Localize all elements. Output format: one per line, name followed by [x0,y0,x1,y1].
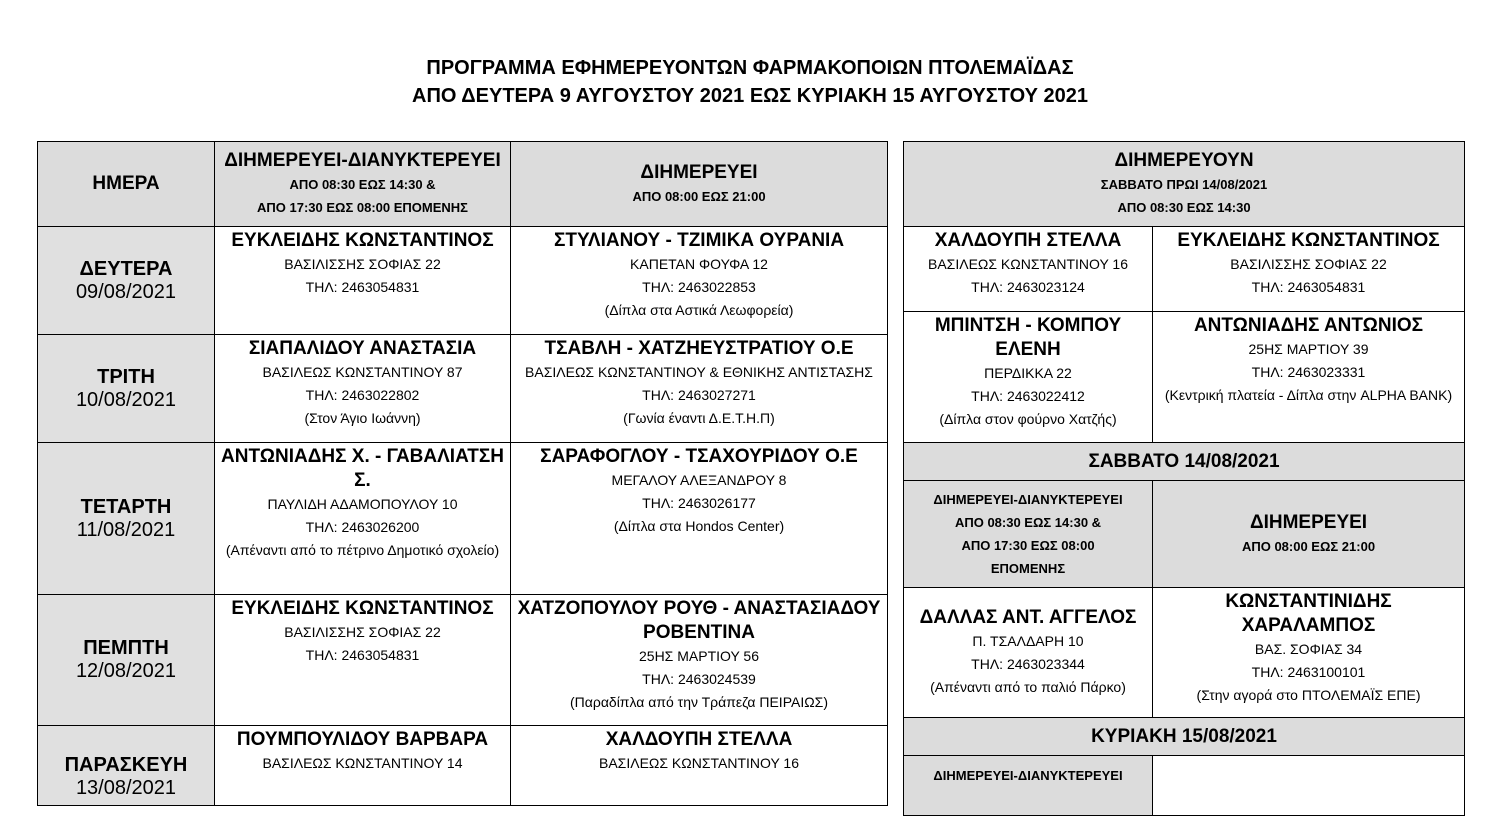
saturday-overnight-header-line: ΑΠΟ 17:30 ΕΩΣ 08:00 [961,538,1095,553]
pharmacy-name: ΧΑΤΖΟΠΟΥΛΟΥ ΡΟΥΘ - ΑΝΑΣΤΑΣΙΑΔΟΥ ΡΟΒΕΝΤΙΝΑ [517,598,881,643]
pharmacy-phone: ΤΗΛ: 2463022412 [971,388,1085,404]
pharmacy-phone: ΤΗΛ: 2463054831 [305,279,420,295]
sunday-header-row [904,756,1465,816]
day-name: ΔΕΥΤΕΡΑ [79,257,173,280]
overnight-pharmacy-cell [215,227,511,335]
daytime-pharmacy-cell [511,443,888,595]
day-date: 11/08/2021 [76,518,176,541]
day-date: 09/08/2021 [75,280,177,303]
sat-morning-pharmacy-cell [1153,312,1465,443]
pharmacy-address: ΒΑΣΙΛΕΩΣ ΚΩΝΣΤΑΝΤΙΝΟΥ 87 [262,364,463,380]
saturday-overnight-pharmacy-cell [904,588,1153,718]
sunday-overnight-header [904,756,1153,816]
sat-morning-header [904,142,1465,227]
daytime-pharmacy-cell [511,726,888,806]
saturday-daytime-pharmacy-cell [1153,588,1465,718]
overnight-pharmacy-cell [215,443,511,595]
pharmacy-name: ΠΟΥΜΠΟΥΛΙΔΟΥ ΒΑΡΒΑΡΑ [236,729,489,750]
pharmacy-note: (Στον Άγιο Ιωάννη) [304,410,421,426]
daytime-pharmacy-cell [511,335,888,443]
pharmacy-name: ΔΑΛΛΑΣ ΑΝΤ. ΑΓΓΕΛΟΣ [919,607,1137,628]
header-day: ΗΜΕΡΑ [38,142,215,227]
daytime-pharmacy-cell [511,595,888,726]
day-date: 13/08/2021 [75,777,177,799]
pharmacy-address: ΒΑΣΙΛΙΣΣΗΣ ΣΟΦΙΑΣ 22 [1230,256,1387,272]
header-overnight-hours-1: ΑΠΟ 08:30 ΕΩΣ 14:30 & [289,177,436,192]
day-date: 12/08/2021 [75,660,177,682]
weekend-schedule-table [903,141,1465,816]
pharmacy-name: ΣΑΡΑΦΟΓΛΟΥ - ΤΣΑΧΟΥΡΙΔΟΥ Ο.Ε [540,446,858,467]
title-line-2: ΑΠΟ ΔΕΥΤΕΡΑ 9 ΑΥΓΟΥΣΤΟΥ 2021 ΕΩΣ ΚΥΡΙΑΚΗ 15 ΑΥΓΟΥΣΤΟΥ 2021 [412,85,1088,107]
document-title [0,54,1500,110]
pharmacy-note: (Παραδίπλα από την Τράπεζα ΠΕΙΡΑΙΩΣ) [569,694,828,710]
pharmacy-phone: ΤΗΛ: 2463022853 [642,279,756,295]
saturday-daytime-hours: ΑΠΟ 08:00 ΕΩΣ 21:00 [1241,538,1376,554]
sat-morning-row [904,312,1465,443]
pharmacy-address: ΒΑΣΙΛΕΩΣ ΚΩΝΣΤΑΝΤΙΝΟΥ 16 [928,256,1128,272]
pharmacy-address: ΒΑΣΙΛΕΩΣ ΚΩΝΣΤΑΝΤΙΝΟΥ 14 [262,755,463,771]
sat-morning-pharmacy-cell [1153,227,1465,312]
pharmacy-name: ΑΝΤΩΝΙΑΔΗΣ Χ. - ΓΑΒΑΛΙΑΤΣΗ Σ. [221,446,504,491]
day-cell [38,227,215,335]
saturday-title: ΣΑΒΒΑΤΟ 14/08/2021 [904,443,1465,481]
day-cell [38,443,215,595]
saturday-daytime-header [1153,481,1465,588]
sat-morning-date: ΣΑΒΒΑΤΟ ΠΡΩΙ 14/08/2021 [1100,177,1268,192]
saturday-overnight-header-line: ΑΠΟ 08:30 ΕΩΣ 14:30 & [954,515,1102,530]
day-cell [38,726,215,806]
weekday-schedule-table [37,141,888,806]
pharmacy-address: 25ΗΣ ΜΑΡΤΙΟΥ 39 [1248,341,1369,357]
pharmacy-name: ΤΣΑΒΛΗ - ΧΑΤΖΗΕΥΣΤΡΑΤΙΟΥ Ο.Ε [544,338,854,359]
saturday-overnight-header-line: ΕΠΟΜΕΝΗΣ [990,561,1066,576]
pharmacy-note: (Απέναντι από το πέτρινο Δημοτικό σχολείο) [225,542,500,558]
pharmacy-address: ΒΑΣΙΛΙΣΣΗΣ ΣΟΦΙΑΣ 22 [284,256,441,272]
day-row [38,443,888,595]
pharmacy-address: ΚΑΠΕΤΑΝ ΦΟΥΦΑ 12 [630,256,768,272]
pharmacy-name: ΕΥΚΛΕΙΔΗΣ ΚΩΝΣΤΑΝΤΙΝΟΣ [1177,230,1440,251]
pharmacy-phone: ΤΗΛ: 2463023331 [1251,364,1366,380]
sat-morning-pharmacy-cell [904,312,1153,443]
day-row [38,227,888,335]
day-name: ΤΡΙΤΗ [97,365,155,388]
sat-morning-pharmacy-cell [904,227,1153,312]
pharmacy-phone: ΤΗΛ: 2463026200 [305,519,420,535]
pharmacy-name: ΜΠΙΝΤΣΗ - ΚΟΜΠΟΥ ΕΛΕΝΗ [934,315,1122,360]
table-header-row [38,142,888,227]
saturday-daytime-title: ΔΙΗΜΕΡΕΥΕΙ [1249,511,1368,533]
pharmacy-phone: ΤΗΛ: 2463054831 [1251,279,1366,295]
pharmacy-note: (Απέναντι από το παλιό Πάρκο) [930,679,1126,695]
overnight-pharmacy-cell [215,595,511,726]
day-name: ΤΕΤΑΡΤΗ [80,495,172,518]
pharmacy-address: ΠΑΥΛΙΔΗ ΑΔΑΜΟΠΟΥΛΟΥ 10 [267,496,458,512]
header-overnight-hours-2: ΑΠΟ 17:30 ΕΩΣ 08:00 ΕΠΟΜΕΝΗΣ [257,200,468,215]
daytime-pharmacy-cell [511,227,888,335]
pharmacy-phone: ΤΗΛ: 2463027271 [642,387,756,403]
pharmacy-name: ΕΥΚΛΕΙΔΗΣ ΚΩΝΣΤΑΝΤΙΝΟΣ [231,598,494,619]
pharmacy-address: ΠΕΡΔΙΚΚΑ 22 [984,365,1072,381]
sat-morning-row [904,227,1465,312]
day-row [38,335,888,443]
pharmacy-name: ΣΙΑΠΑΛΙΔΟΥ ΑΝΑΣΤΑΣΙΑ [248,338,477,359]
sunday-title-row [904,718,1465,756]
pharmacy-note: (Κεντρική πλατεία - Δίπλα στην ALPHA BANK) [1164,387,1453,403]
saturday-header-row [904,481,1465,588]
pharmacy-address: 25ΗΣ ΜΑΡΤΙΟΥ 56 [639,648,759,664]
pharmacy-phone: ΤΗΛ: 2463023344 [971,656,1085,672]
pharmacy-name: ΣΤΥΛΙΑΝΟΥ - ΤΖΙΜΙΚΑ ΟΥΡΑΝΙΑ [553,230,845,251]
pharmacy-address: Π. ΤΣΑΛΔΑΡΗ 10 [972,633,1084,649]
pharmacy-phone: ΤΗΛ: 2463024539 [642,671,756,687]
pharmacy-note: (Δίπλα στον φούρνο Χατζής) [939,411,1117,427]
pharmacy-address: ΒΑΣΙΛΕΩΣ ΚΩΝΣΤΑΝΤΙΝΟΥ 16 [599,755,799,771]
pharmacy-phone: ΤΗΛ: 2463023124 [971,279,1085,295]
day-name: ΠΑΡΑΣΚΕΥΗ [64,754,188,776]
day-cell [38,335,215,443]
saturday-overnight-header [904,481,1153,588]
sunday-title: ΚΥΡΙΑΚΗ 15/08/2021 [904,718,1465,756]
pharmacy-phone: ΤΗΛ: 2463054831 [305,647,420,663]
pharmacy-address: ΒΑΣΙΛΕΩΣ ΚΩΝΣΤΑΝΤΙΝΟΥ & ΕΘΝΙΚΗΣ ΑΝΤΙΣΤΑΣΗΣ [525,364,873,380]
sunday-daytime-header [1153,756,1465,816]
day-name: ΠΕΜΠΤΗ [83,637,169,659]
pharmacy-note: (Γωνία έναντι Δ.Ε.Τ.Η.Π) [623,410,775,426]
day-row [38,726,888,806]
pharmacy-name: ΕΥΚΛΕΙΔΗΣ ΚΩΝΣΤΑΝΤΙΝΟΣ [231,230,494,251]
day-date: 10/08/2021 [75,388,177,411]
header-daytime-hours: ΑΠΟ 08:00 ΕΩΣ 21:00 [632,188,766,204]
pharmacy-phone: ΤΗΛ: 2463022802 [305,387,420,403]
saturday-overnight-header-line: ΔΙΗΜΕΡΕΥΕΙ-ΔΙΑΝΥΚΤΕΡΕΥΕΙ [933,492,1123,507]
day-row [38,595,888,726]
header-daytime [511,142,888,227]
pharmacy-phone: ΤΗΛ: 2463100101 [1251,664,1366,680]
sat-morning-hours: ΑΠΟ 08:30 ΕΩΣ 14:30 [1117,200,1251,215]
pharmacy-address: ΜΕΓΑΛΟΥ ΑΛΕΞΑΝΔΡΟΥ 8 [611,472,787,488]
sunday-overnight-header-line: ΔΙΗΜΕΡΕΥΕΙ-ΔΙΑΝΥΚΤΕΡΕΥΕΙ [933,768,1123,783]
title-line-1: ΠΡΟΓΡΑΜΜΑ ΕΦΗΜΕΡΕΥΟΝΤΩΝ ΦΑΡΜΑΚΟΠΟΙΩΝ ΠΤΟΛΕΜΑΪΔΑΣ [426,57,1074,79]
overnight-pharmacy-cell [215,335,511,443]
pharmacy-note: (Δίπλα στα Hondos Center) [613,518,785,534]
header-overnight-title: ΔΙΗΜΕΡΕΥΕΙ-ΔΙΑΝΥΚΤΕΡΕΥΕΙ [224,150,501,171]
pharmacy-address: ΒΑΣΙΛΙΣΣΗΣ ΣΟΦΙΑΣ 22 [284,624,441,640]
header-overnight [215,142,511,227]
saturday-pharmacy-row [904,588,1465,718]
header-daytime-title: ΔΙΗΜΕΡΕΥΕΙ [640,161,758,183]
sat-morning-header-row [904,142,1465,227]
pharmacy-name: ΧΑΛΔΟΥΠΗ ΣΤΕΛΛΑ [605,729,793,750]
pharmacy-name: ΑΝΤΩΝΙΑΔΗΣ ΑΝΤΩΝΙΟΣ [1193,315,1424,336]
pharmacy-note: (Δίπλα στα Αστικά Λεωφορεία) [604,302,794,318]
pharmacy-address: ΒΑΣ. ΣΟΦΙΑΣ 34 [1254,641,1363,657]
pharmacy-phone: ΤΗΛ: 2463026177 [642,495,756,511]
saturday-title-row [904,443,1465,481]
overnight-pharmacy-cell [215,726,511,806]
day-cell [38,595,215,726]
pharmacy-name: ΚΩΝΣΤΑΝΤΙΝΙΔΗΣ ΧΑΡΑΛΑΜΠΟΣ [1225,591,1392,636]
pharmacy-name: ΧΑΛΔΟΥΠΗ ΣΤΕΛΛΑ [934,230,1122,251]
pharmacy-note: (Στην αγορά στο ΠΤΟΛΕΜΑΪΣ ΕΠΕ) [1196,687,1421,703]
sat-morning-title: ΔΙΗΜΕΡΕΥΟΥΝ [1114,150,1254,171]
